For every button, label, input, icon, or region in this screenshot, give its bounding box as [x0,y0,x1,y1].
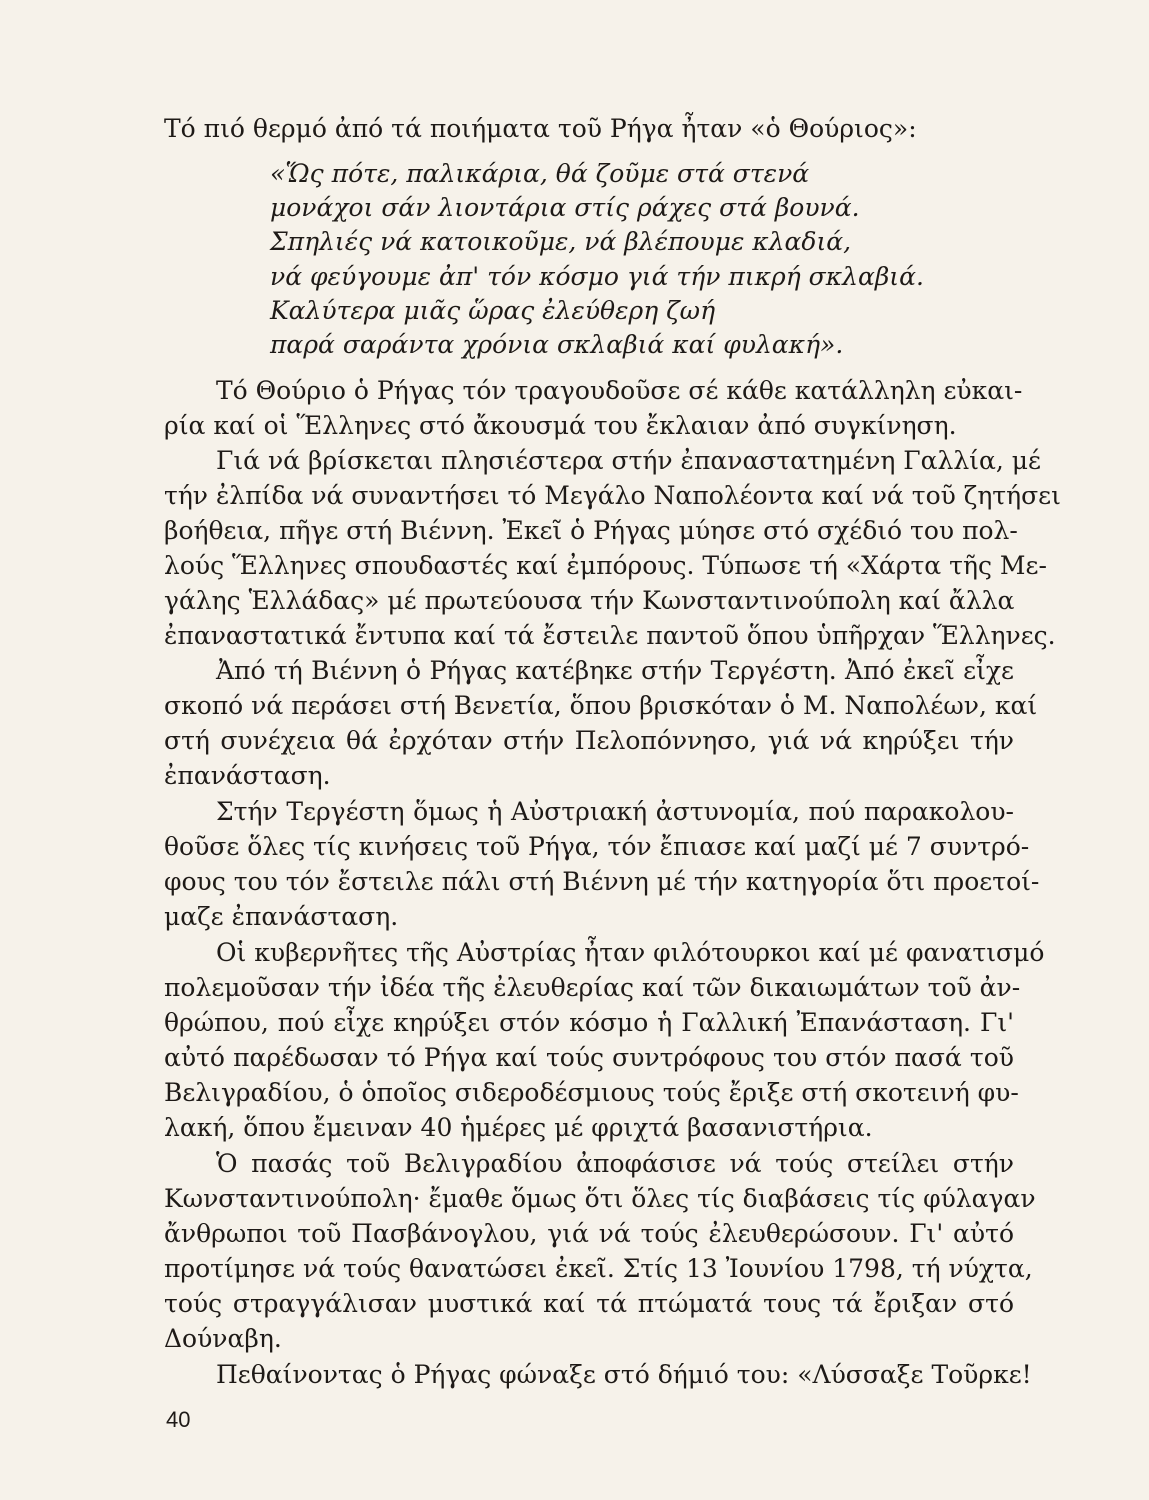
body-line: φους του τόν ἔστειλε πάλι στή Βιέννη μέ τήν κατηγορία ὅτι προετοί- [164,867,1040,896]
body-line: πολεμοῦσαν τήν ἰδέα τῆς ἐλευθερίας καί τῶν δικαιωμάτων τοῦ ἀν- [164,973,1021,1002]
poem-line: παρά σαράντα χρόνια σκλαβιά καί φυλακή». [270,330,844,359]
body-line: Δούναβη. [164,1324,282,1353]
page-number: 40 [166,1407,191,1432]
body-line: σκοπό νά περάσει στή Βενετία, ὅπου βρισκόταν ὁ Μ. Ναπολέων, καί [164,691,1038,720]
poem-line: μονάχοι σάν λιοντάρια στίς ράχες στά βουνά. [270,193,860,222]
body-line: θοῦσε ὅλες τίς κινήσεις τοῦ Ρήγα, τόν ἔπιασε καί μαζί μέ 7 συντρό- [164,832,1030,861]
body-line: Οἱ κυβερνῆτες τῆς Αὐστρίας ἦταν φιλότουρκοι καί μέ φανατισμό [216,938,1045,967]
poem-line: νά φεύγουμε ἀπ' τόν κόσμο γιά τήν πικρή σκλαβιά. [270,262,924,291]
body-line: βοήθεια, πῆγε στή Βιέννη. Ἐκεῖ ὁ Ρήγας μύησε στό σχέδιό του πολ- [164,516,1018,545]
body-line: Γιά νά βρίσκεται πλησιέστερα στήν ἐπαναστατημένη Γαλλία, μέ [216,446,1041,475]
body-line: μαζε ἐπανάσταση. [164,902,399,931]
body-line: Βελιγραδίου, ὁ ὁποῖος σιδεροδέσμιους τούς ἔριξε στή σκοτεινή φυ- [164,1078,1019,1107]
body-line: Ἀπό τή Βιέννη ὁ Ρήγας κατέβηκε στήν Τεργέστη. Ἀπό ἐκεῖ εἶχε [216,656,1014,685]
body-line: ρία καί οἱ Ἕλληνες στό ἄκουσμά του ἔκλαιαν ἀπό συγκίνηση. [164,411,957,440]
body-line: Κωνσταντινούπολη· ἔμαθε ὅμως ὅτι ὅλες τίς διαβάσεις τίς φύλαγαν [164,1184,1036,1213]
body-line: στή συνέχεια θά ἐρχόταν στήν Πελοπόννησο, γιά νά κηρύξει τήν [164,726,1014,755]
body-line: προτίμησε νά τούς θανατώσει ἐκεῖ. Στίς 13 Ἰουνίου 1798, τή νύχτα, [164,1254,1033,1283]
body-line: λούς Ἕλληνες σπουδαστές καί ἐμπόρους. Τύπωσε τή «Χάρτα τῆς Με- [164,551,1047,580]
body-line: ἐπανάσταση. [164,761,331,790]
body-line: τήν ἐλπίδα νά συναντήσει τό Μεγάλο Ναπολέοντα καί νά τοῦ ζητήσει [164,481,1061,510]
body-line: αὐτό παρέδωσαν τό Ρήγα καί τούς συντρόφους του στόν πασά τοῦ [164,1043,1014,1072]
body-line: Ὁ πασάς τοῦ Βελιγραδίου ἀποφάσισε νά τούς στείλει στήν [216,1149,1014,1178]
poem-line: «Ὥς πότε, παλικάρια, θά ζοῦμε στά στενά [270,159,810,188]
body-line: ἐπαναστατικά ἔντυπα καί τά ἔστειλε παντοῦ ὅπου ὑπῆρχαν Ἕλληνες. [164,621,1056,650]
body-line: γάλης Ἑλλάδας» μέ πρωτεύουσα τήν Κωνσταντινούπολη καί ἄλλα [164,586,1015,615]
poem-line: Καλύτερα μιᾶς ὥρας ἐλεύθερη ζωή [270,296,716,325]
poem-line: Σπηλιές νά κατοικοῦμε, νά βλέπουμε κλαδιά, [270,227,852,256]
body-line: ἄνθρωποι τοῦ Πασβάνογλου, γιά νά τούς ἐλευθερώσουν. Γι' αὐτό [164,1219,1014,1248]
intro-line: Τό πιό θερμό ἀπό τά ποιήματα τοῦ Ρήγα ἦταν «ὁ Θούριος»: [164,114,917,143]
body-line: λακή, ὅπου ἔμειναν 40 ἡμέρες μέ φριχτά βασανιστήρια. [164,1113,873,1142]
body-line: Πεθαίνοντας ὁ Ρήγας φώναξε στό δήμιό του: «Λύσσαξε Τοῦρκε! [216,1360,1032,1389]
body-line: Στήν Τεργέστη ὅμως ἡ Αὐστριακή ἀστυνομία, πού παρακολου- [216,797,1014,826]
body-line: τούς στραγγάλισαν μυστικά καί τά πτώματά τους τά ἔριξαν στό [164,1289,1014,1318]
body-line: θρώπου, πού εἶχε κηρύξει στόν κόσμο ἡ Γαλλική Ἐπανάσταση. Γι' [164,1008,1014,1037]
body-line: Τό Θούριο ὁ Ρήγας τόν τραγουδοῦσε σέ κάθε κατάλληλη εὐκαι- [216,376,1023,405]
